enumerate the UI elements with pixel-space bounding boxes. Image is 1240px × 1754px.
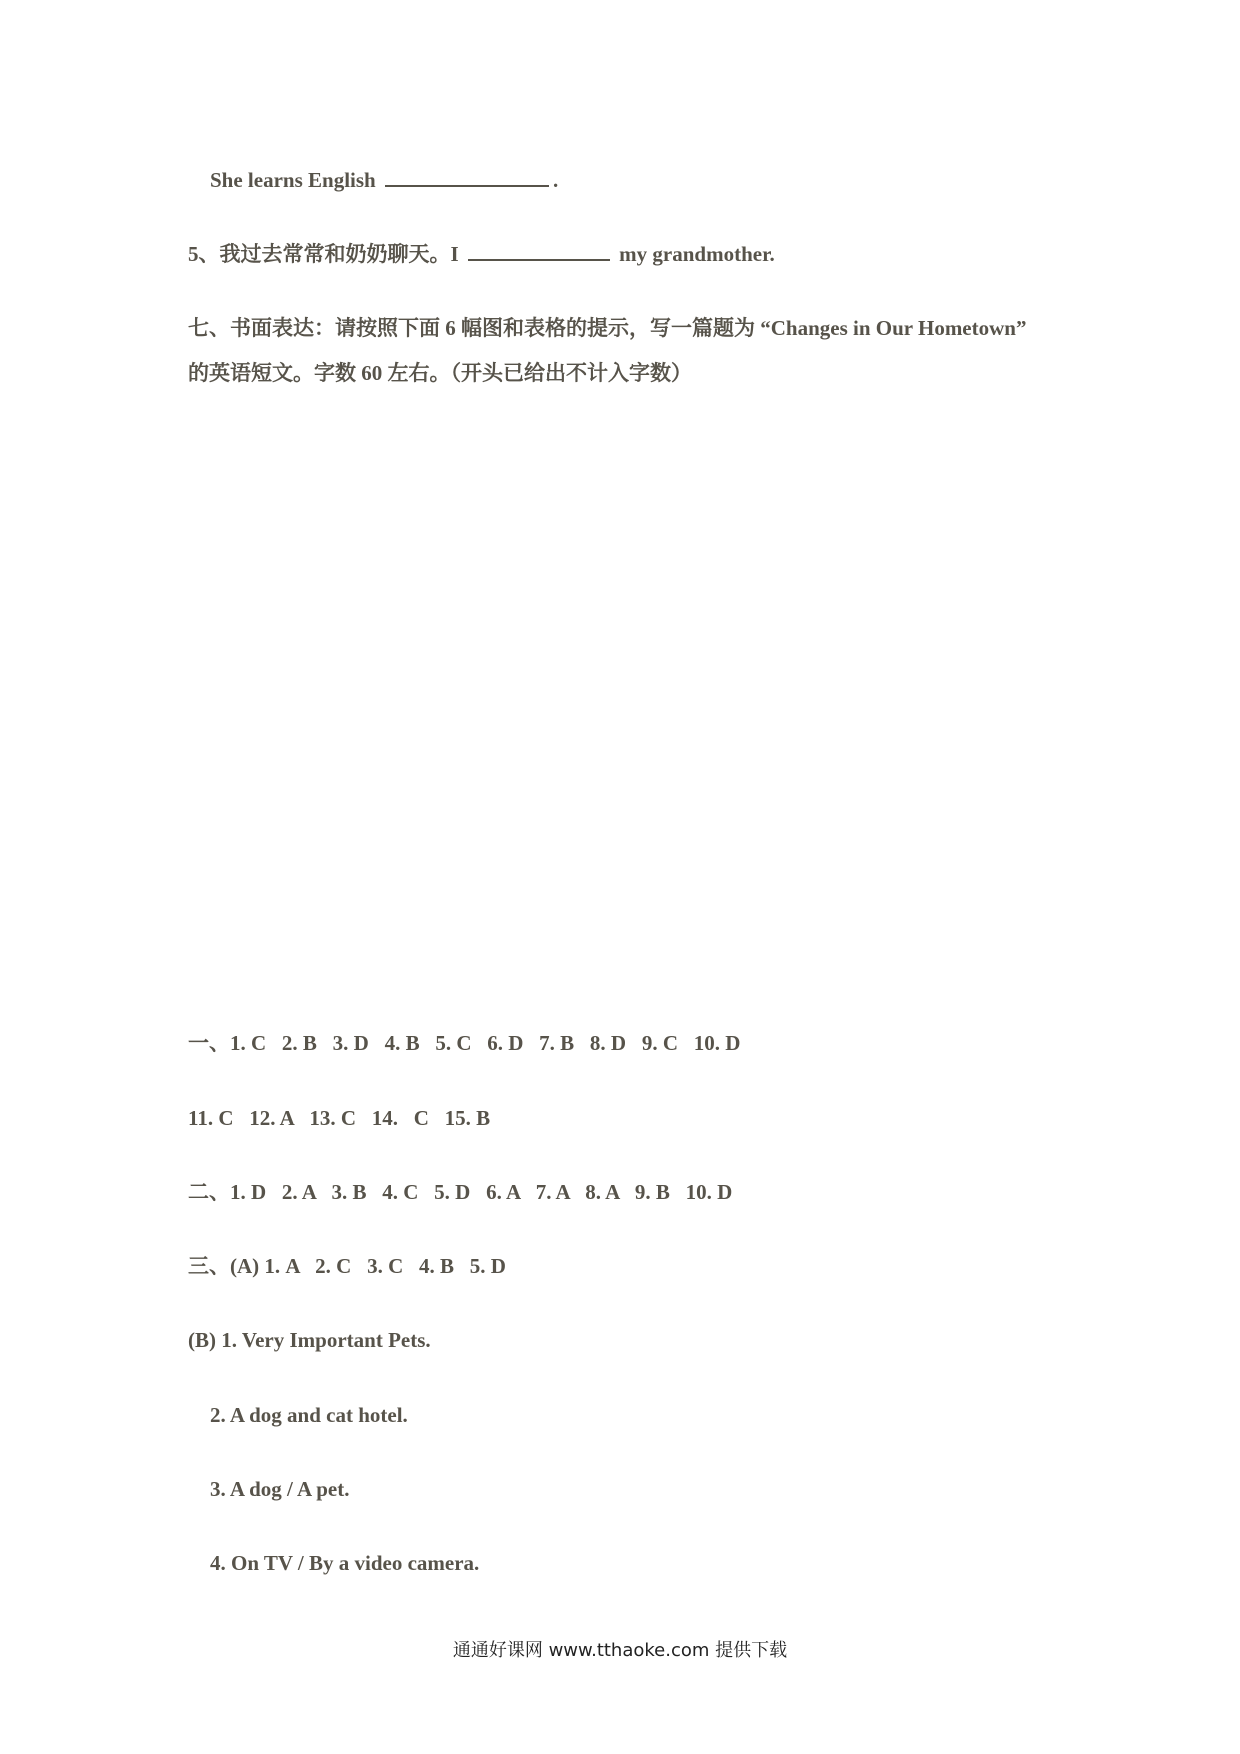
- fill-in-q4-continuation: [210, 170, 558, 191]
- q4-text-before: She learns English: [210, 168, 376, 192]
- q5-text-before: 5、我过去常常和奶奶聊天。I: [188, 242, 459, 266]
- answer-key-part1-line2: 11. C 12. A 13. C 14. C 15. B: [188, 1106, 491, 1130]
- answer-key-part1-line1: 一、1. C 2. B 3. D 4. B 5. C 6. D 7. B 8. D 9. C 10. D: [188, 1031, 741, 1055]
- fill-in-q5: [188, 244, 775, 265]
- answer-key-part3b-2: 2. A dog and cat hotel.: [210, 1403, 408, 1427]
- answer-key-part3b-4: 4. On TV / By a video camera.: [210, 1551, 480, 1575]
- writing-task-prompt-line2: 的英语短文。字数 60 左右。（开头已给出不计入字数）: [188, 361, 692, 385]
- q4-text-after: .: [552, 168, 559, 192]
- answer-blank[interactable]: [385, 184, 549, 187]
- writing-task-prompt-line1: 七、书面表达：请按照下面 6 幅图和表格的提示，写一篇题为 “Changes in Our Hometown”: [188, 316, 1027, 340]
- page-footer: 通通好课网 www.tthaoke.com 提供下载: [452, 1640, 788, 1661]
- answer-key-part3b-1: (B) 1. Very Important Pets.: [188, 1328, 431, 1352]
- q5-text-after: my grandmother.: [619, 242, 775, 266]
- answer-key-part3b-3: 3. A dog / A pet.: [210, 1477, 350, 1501]
- answer-key-part2: 二、1. D 2. A 3. B 4. C 5. D 6. A 7. A 8. A 9. B 10. D: [188, 1180, 733, 1204]
- answer-key-part3a: 三、(A) 1. A 2. C 3. C 4. B 5. D: [188, 1254, 506, 1278]
- answer-blank[interactable]: [468, 258, 610, 261]
